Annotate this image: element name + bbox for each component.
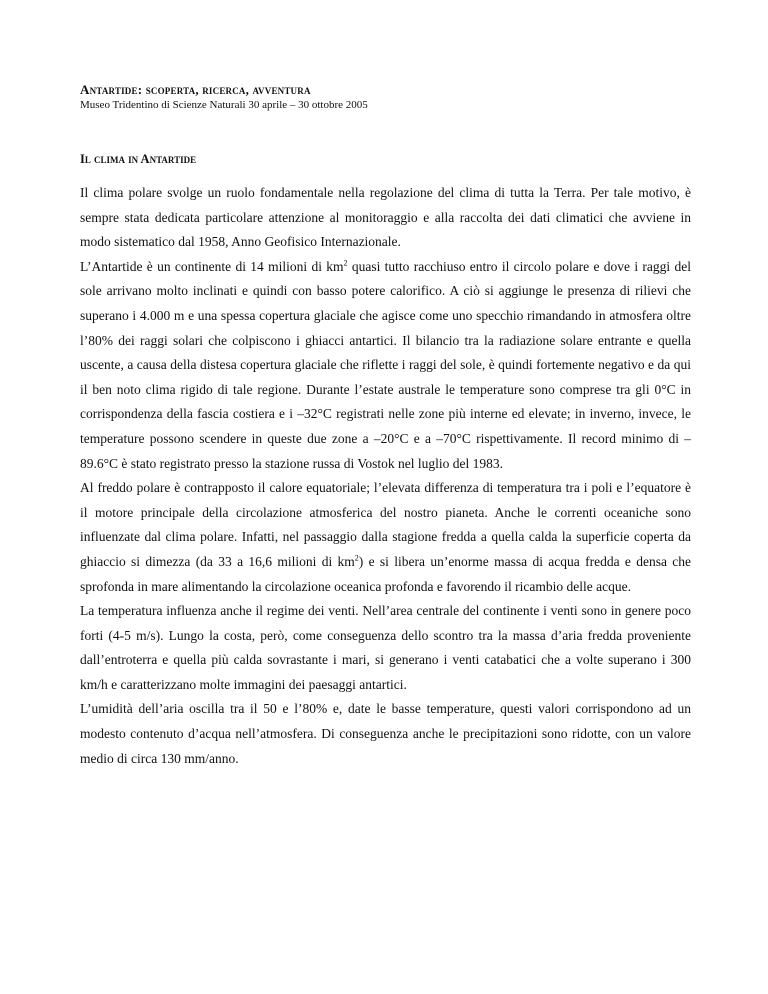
paragraph-3-text-b: ) e si libera un’enorme massa di acqua fredda e densa che sprofonda in mare alimentando la circolazione oceanica profonda e favorendo il ricambio delle acque. [80, 553, 692, 594]
paragraph-3 [80, 476, 691, 599]
paragraph-2 [80, 255, 691, 476]
paragraph-2-text-b: quasi tutto racchiuso entro il circolo polare e dove i raggi del sole arrivano molto inclinati e quindi con basso potere calorifico. A ciò si aggiunge le presenza di rilievi che superano i 4.000 m e una spessa copertura glaciale che agisce come uno specchio rimandando in atmosfera oltre l’80% dei raggi solari che colpiscono i ghiacci antartici. Il bilancio tra la radiazione solare entrante e quella uscente, a causa della distesa copertura glaciale che riflette i raggi del sole, è quindi fortemente negativo e da qui il ben noto clima rigido di tale regione. Durante l’estate australe le temperature sono comprese tra gli 0°C in corrispondenza della fascia costiera e i –32°C registrati nelle zone più interne ed elevate; in inverno, invece, le temperature possono scendere in queste due zone a –20°C e a –70°C rispettivamente. Il record minimo di –89.6°C è stato registrato presso la stazione russa di Vostok nel luglio del 1983. [80, 258, 691, 471]
paragraph-2-text-a: L’Antartide è un continente di 14 milioni di km [80, 258, 344, 274]
section-title: Il clima in Antartide [80, 152, 197, 166]
document-title: Antartide: scoperta, ricerca, avventura [80, 82, 311, 97]
document-page [80, 82, 691, 771]
superscript: 2 [354, 553, 359, 563]
paragraph-3-text-a: Al freddo polare è contrapposto il calore equatoriale; l’elevata differenza di temperatura tra i poli e l’equatore è il motore principale della circolazione atmosferica del nostro pianeta. Anche le correnti oceaniche sono influenzate dal clima polare. Infatti, nel passaggio dalla stagione fredda a quella calda la superficie coperta da ghiaccio si dimezza (da 33 a 16,6 milioni di km [80, 480, 691, 569]
body-text [80, 181, 691, 771]
paragraph-5: L’umidità dell’aria oscilla tra il 50 e l’80% e, date le basse temperature, questi valori corrispondono ad un modesto contenuto d’acqua nell’atmosfera. Di conseguenza anche le precipitazioni sono ridotte, con un valore medio di circa 130 mm/anno. [80, 701, 691, 766]
document-subtitle: Museo Tridentino di Scienze Naturali 30 aprile – 30 ottobre 2005 [80, 99, 368, 111]
paragraph-1: Il clima polare svolge un ruolo fondamentale nella regolazione del clima di tutta la Terra. Per tale motivo, è sempre stata dedicata particolare attenzione al monitoraggio e alla raccolta dei dati climatici che avviene in modo sistematico dal 1958, Anno Geofisico Internazionale. [80, 185, 691, 250]
paragraph-4: La temperatura influenza anche il regime dei venti. Nell’area centrale del continente i venti sono in genere poco forti (4-5 m/s). Lungo la costa, però, come conseguenza dello scontro tra la massa d’aria fredda proveniente dall’entroterra e quella più calda sovrastante i mari, si generano i venti catabatici che a volte superano i 300 km/h e caratterizzano molte immagini dei paesaggi antartici. [80, 603, 691, 692]
superscript: 2 [343, 258, 348, 268]
